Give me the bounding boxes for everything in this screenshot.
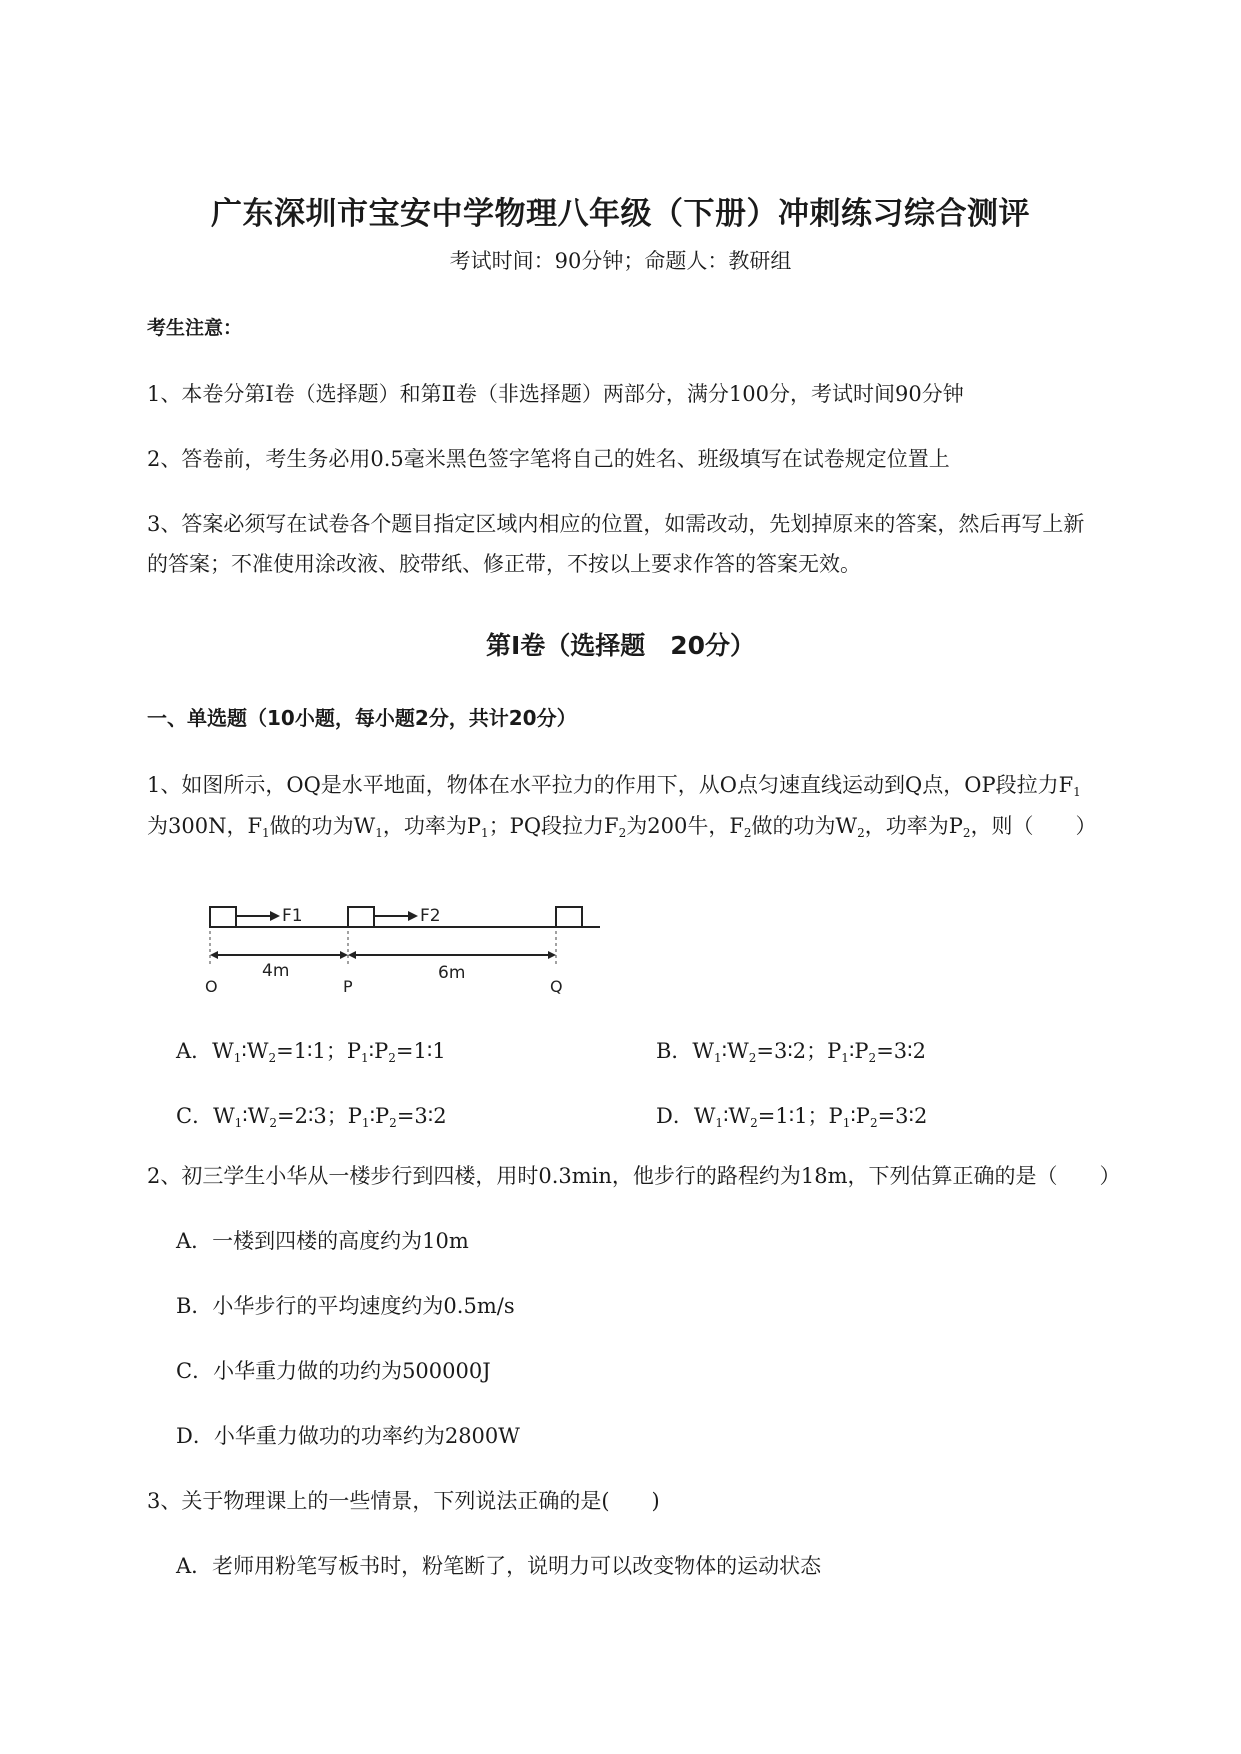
notice-item-3: 3、答案必须写在试卷各个题目指定区域内相应的位置，如需改动，先划掉原来的答案，然后再写上新 [147,512,1085,536]
block-at-o [210,907,236,927]
question-1-figure [200,895,620,1000]
distance-label-op: 4m [262,961,290,981]
force-arrow-f2-head [408,911,418,921]
point-label-o: O [205,977,218,996]
page-title: 广东深圳市宝安中学物理八年级（下册）冲刺练习综合测评 [211,196,1030,232]
notice-item-2: 2、答卷前，考生务必用0.5毫米黑色签字笔将自己的姓名、班级填写在试卷规定位置上 [147,447,950,471]
notice-item-1: 1、本卷分第Ⅰ卷（选择题）和第Ⅱ卷（非选择题）两部分，满分100分，考试时间90分钟 [147,382,964,406]
question-1-line-1: 1、如图所示，OQ是水平地面，物体在水平拉力的作用下，从O点匀速直线运动到Q点，OP段拉力$F_1$ [147,773,1081,799]
exam-info: 考试时间：90分钟；命题人：教研组 [449,249,792,273]
question-2-option-d[interactable]: D．小华重力做功的功率约为2800W [176,1424,520,1448]
question-2-stem: 2、初三学生小华从一楼步行到四楼，用时0.3min，他步行的路程约为18m，下列估算正确的是（ ） [147,1164,1121,1188]
question-3-option-a[interactable]: A．老师用粉笔写板书时，粉笔断了，说明力可以改变物体的运动状态 [176,1554,822,1578]
notice-heading: 考生注意： [147,317,243,339]
notice-item-3-cont: 的答案；不准使用涂改液、胶带纸、修正带，不按以上要求作答的答案无效。 [147,552,861,576]
force-label-f1: F1 [282,906,303,926]
section-title: 第Ⅰ卷（选择题 20分） [485,631,756,660]
question-1-option-d[interactable]: D．$W_1∶W_2=1∶1$；$P_1∶P_2=3∶2$ [656,1104,928,1130]
question-2-option-b[interactable]: B．小华步行的平均速度约为0.5m/s [176,1294,515,1318]
block-at-q [556,907,582,927]
part-heading: 一、单选题（10小题，每小题2分，共计20分） [147,706,577,730]
question-1-option-b[interactable]: B．$W_1∶W_2=3∶2$；$P_1∶P_2=3∶2$ [656,1039,926,1065]
question-2-option-c[interactable]: C．小华重力做的功约为500000J [176,1359,491,1383]
distance-label-pq: 6m [438,963,466,983]
question-3-stem: 3、关于物理课上的一些情景，下列说法正确的是( ) [147,1489,660,1513]
force-arrow-f1-head [270,911,280,921]
block-at-p [348,907,374,927]
point-label-q: Q [550,977,563,996]
force-label-f2: F2 [420,906,441,926]
question-2-option-a[interactable]: A．一楼到四楼的高度约为10m [176,1229,469,1253]
point-label-p: P [343,977,353,996]
question-1-option-a[interactable]: A．$W_1∶W_2=1∶1$；$P_1∶P_2=1∶1$ [176,1039,446,1065]
question-1-option-c[interactable]: C．$W_1∶W_2=2∶3$；$P_1∶P_2=3∶2$ [176,1104,447,1130]
question-1-line-2: 为300N，$F_1$做的功为$W_1$，功率为$P_1$；PQ段拉力$F_2$为200牛，$F_2$做的功为$W_2$，功率为$P_2$，则（ ） [147,814,1097,840]
